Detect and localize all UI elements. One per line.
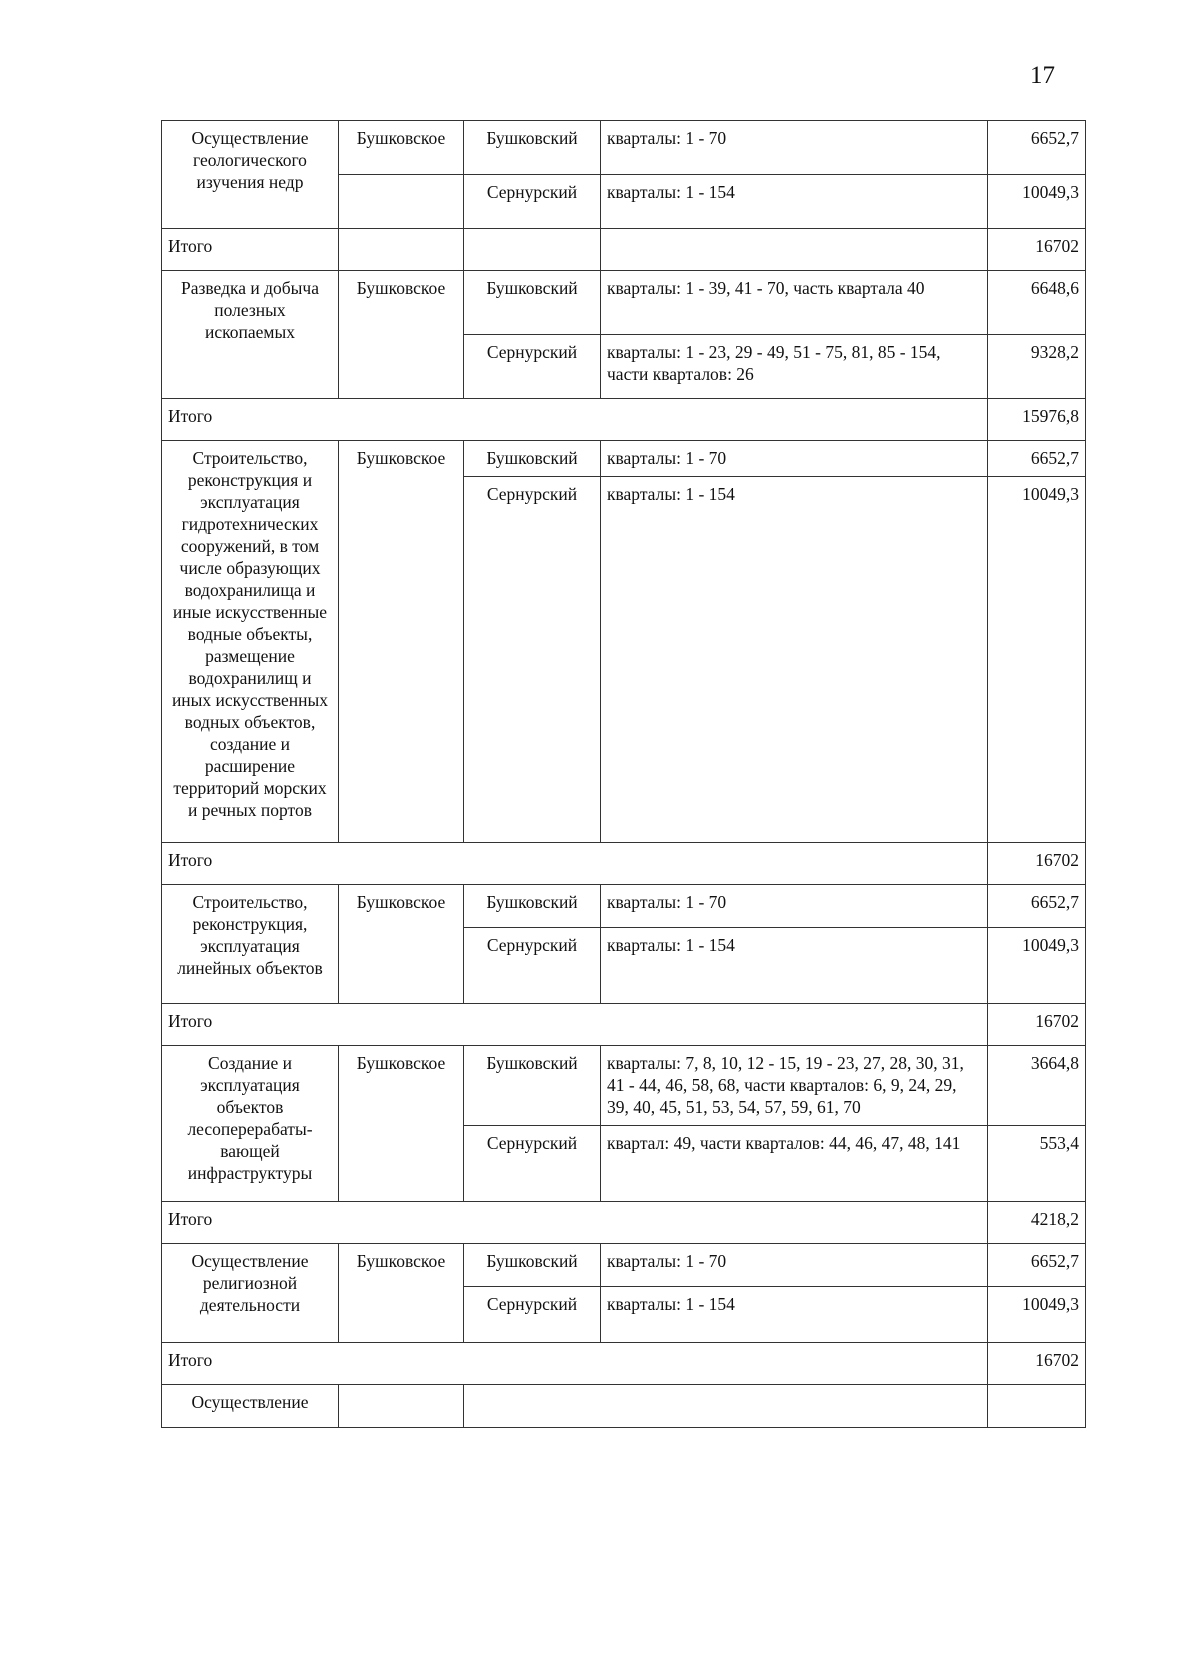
district-cell: Сернурский (464, 928, 601, 1004)
forestry-cell: Бушковское (339, 1046, 464, 1202)
empty-cell (339, 1385, 464, 1428)
district-cell: Сернурский (464, 335, 601, 399)
total-label: Итого (162, 229, 339, 271)
district-cell: Бушковский (464, 1244, 601, 1287)
total-row (162, 843, 1086, 885)
empty-cell (464, 229, 601, 271)
district-cell: Бушковский (464, 121, 601, 175)
area-cell: 6652,7 (988, 1244, 1086, 1287)
forest-use-table (161, 120, 1086, 1428)
table-row (162, 1046, 1086, 1126)
quarters-cell: кварталы: 1 - 154 (601, 477, 988, 843)
total-row (162, 229, 1086, 271)
district-cell: Бушковский (464, 271, 601, 335)
area-cell: 10049,3 (988, 928, 1086, 1004)
area-cell: 6652,7 (988, 441, 1086, 477)
empty-cell (464, 1385, 988, 1428)
total-value: 16702 (988, 1004, 1086, 1046)
district-cell: Сернурский (464, 1126, 601, 1202)
activity-cell: Осуществление религиозной деятельности (162, 1244, 339, 1343)
district-cell: Бушковский (464, 885, 601, 928)
total-row (162, 399, 1086, 441)
total-label: Итого (162, 1343, 988, 1385)
table-row (162, 121, 1086, 175)
quarters-cell: кварталы: 1 - 39, 41 - 70, часть квартала 40 (601, 271, 988, 335)
area-cell: 6648,6 (988, 271, 1086, 335)
total-value: 16702 (988, 843, 1086, 885)
total-label: Итого (162, 1004, 988, 1046)
quarters-cell: кварталы: 1 - 70 (601, 121, 988, 175)
total-row (162, 1202, 1086, 1244)
area-cell: 553,4 (988, 1126, 1086, 1202)
forestry-cell: Бушковское (339, 441, 464, 843)
forestry-cell: Бушковское (339, 885, 464, 1004)
quarters-cell: кварталы: 1 - 23, 29 - 49, 51 - 75, 81, 85 - 154, части кварталов: 26 (601, 335, 988, 399)
activity-cell: Осуществление геологического изучения недр (162, 121, 339, 229)
area-cell: 9328,2 (988, 335, 1086, 399)
total-value: 4218,2 (988, 1202, 1086, 1244)
total-value: 15976,8 (988, 399, 1086, 441)
empty-cell (339, 229, 464, 271)
area-cell: 6652,7 (988, 885, 1086, 928)
total-label: Итого (162, 1202, 988, 1244)
activity-cell: Осуществление (162, 1385, 339, 1428)
activity-cell: Создание и эксплуатация объектов лесоперерабаты-вающей инфраструктуры (162, 1046, 339, 1202)
table-row (162, 1244, 1086, 1287)
activity-cell: Строительство, реконструкция и эксплуатация гидротехнических сооружений, в том числе образующих водохранилища и иные искусственные водные объекты, размещение водохранилищ и иных искусственных водных объектов, создание и расширение территорий морских и речных портов (162, 441, 339, 843)
forestry-cell: Бушковское (339, 121, 464, 175)
area-cell: 3664,8 (988, 1046, 1086, 1126)
page-number: 17 (1030, 62, 1055, 89)
district-cell: Бушковский (464, 441, 601, 477)
forestry-cell: Бушковское (339, 1244, 464, 1343)
forestry-cell (339, 175, 464, 229)
quarters-cell: кварталы: 1 - 70 (601, 441, 988, 477)
quarters-cell: кварталы: 1 - 154 (601, 1287, 988, 1343)
table-row (162, 885, 1086, 928)
quarters-cell: кварталы: 7, 8, 10, 12 - 15, 19 - 23, 27, 28, 30, 31, 41 - 44, 46, 58, 68, части кварталов: 6, 9, 24, 29, 39, 40, 45, 51, 53, 54, 57, 59, 61, 70 (601, 1046, 988, 1126)
activity-cell: Строительство, реконструкция, эксплуатация линейных объектов (162, 885, 339, 1004)
total-row (162, 1343, 1086, 1385)
area-cell: 10049,3 (988, 1287, 1086, 1343)
quarters-cell: квартал: 49, части кварталов: 44, 46, 47, 48, 141 (601, 1126, 988, 1202)
total-row (162, 1004, 1086, 1046)
forestry-cell: Бушковское (339, 271, 464, 399)
district-cell: Сернурский (464, 1287, 601, 1343)
area-cell: 10049,3 (988, 477, 1086, 843)
activity-cell: Разведка и добыча полезных ископаемых (162, 271, 339, 399)
table-row (162, 1385, 1086, 1428)
quarters-cell: кварталы: 1 - 70 (601, 885, 988, 928)
table-row (162, 271, 1086, 335)
quarters-cell: кварталы: 1 - 154 (601, 175, 988, 229)
table-row (162, 441, 1086, 477)
quarters-cell: кварталы: 1 - 70 (601, 1244, 988, 1287)
district-cell: Сернурский (464, 175, 601, 229)
area-cell: 6652,7 (988, 121, 1086, 175)
total-label: Итого (162, 399, 988, 441)
empty-cell (988, 1385, 1086, 1428)
area-cell: 10049,3 (988, 175, 1086, 229)
quarters-cell: кварталы: 1 - 154 (601, 928, 988, 1004)
total-value: 16702 (988, 1343, 1086, 1385)
total-label: Итого (162, 843, 988, 885)
empty-cell (601, 229, 988, 271)
district-cell: Бушковский (464, 1046, 601, 1126)
district-cell: Сернурский (464, 477, 601, 843)
total-value: 16702 (988, 229, 1086, 271)
